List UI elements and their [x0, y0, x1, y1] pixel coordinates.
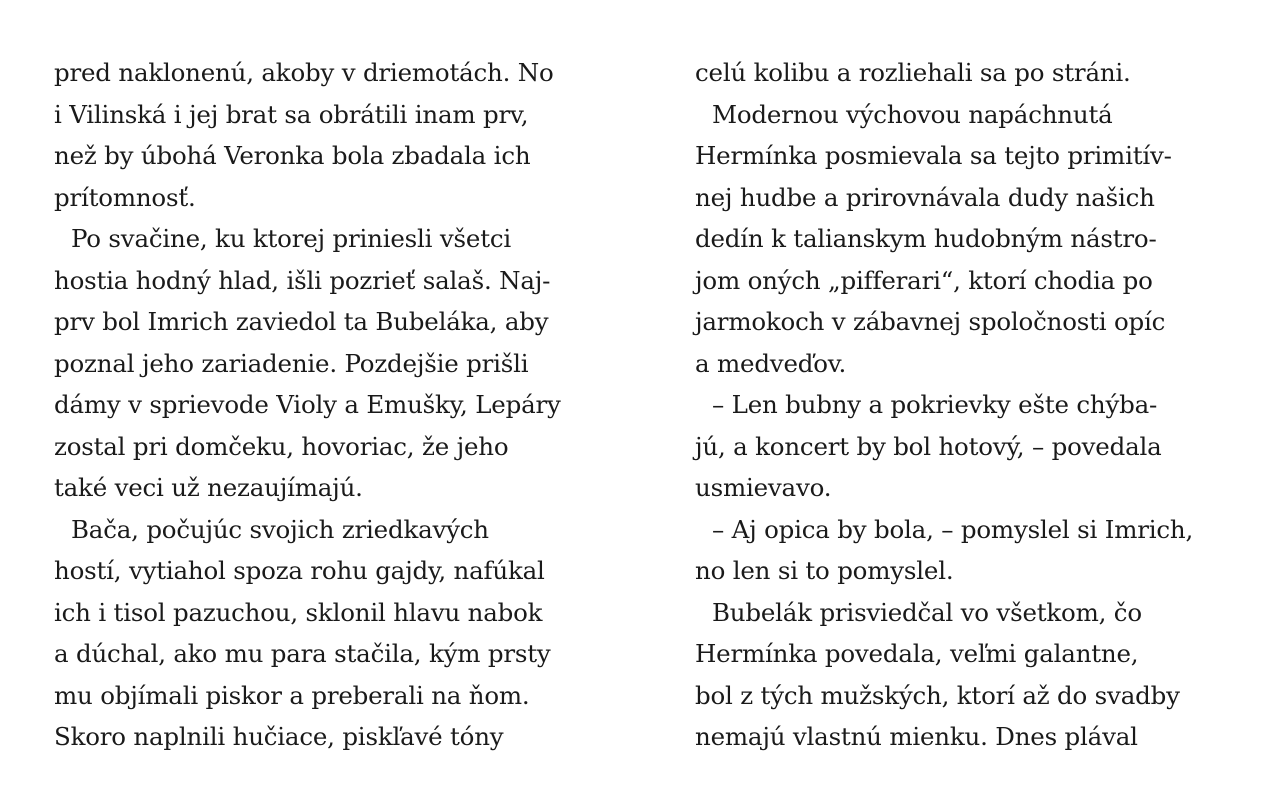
text-line: zostal pri domčeku, hovoriac, že jeho — [54, 431, 509, 461]
text-line: no len si to pomyslel. — [695, 556, 954, 585]
text-line: prítomnosť. — [54, 182, 196, 212]
text-line: hostí, vytiahol spoza rohu gajdy, nafúkal — [54, 556, 545, 585]
text-line: hostia hodný hlad, išli pozrieť salaš. Naj- — [54, 265, 551, 295]
text-line: jarmokoch v zábavnej spoločnosti opíc — [695, 307, 1166, 336]
left-text-column — [54, 52, 614, 758]
text-line: Modernou výchovou napáchnutá — [712, 99, 1113, 129]
text-line: dedín k talianskym hudobným nástro- — [695, 224, 1157, 253]
text-line: Hermínka povedala, veľmi galantne, — [695, 639, 1139, 668]
text-line: dámy v sprievode Violy a Emušky, Lepáry — [54, 390, 561, 419]
text-line: poznal jeho zariadenie. Pozdejšie prišli — [54, 348, 529, 378]
text-line: celú kolibu a rozliehali sa po stráni. — [695, 58, 1131, 87]
text-line: mu objímali piskor a preberali na ňom. — [54, 680, 530, 710]
text-line: – Aj opica by bola, – pomyslel si Imrich, — [712, 514, 1194, 544]
text-line: ich i tisol pazuchou, sklonil hlavu nabok — [54, 597, 543, 627]
text-line: i Vilinská i jej brat sa obrátili inam prv, — [54, 99, 529, 129]
text-line: prv bol Imrich zaviedol ta Bubeláka, aby — [54, 307, 549, 336]
text-line: nemajú vlastnú mienku. Dnes plával — [695, 722, 1138, 751]
text-line: a medveďov. — [695, 348, 847, 378]
text-line: Po svačine, ku ktorej priniesli všetci — [71, 224, 512, 253]
text-line: Hermínka posmievala sa tejto primitív- — [695, 141, 1172, 170]
text-line: Skoro naplnili hučiace, piskľavé tóny — [54, 722, 504, 751]
text-line: pred naklonenú, akoby v driemotách. No — [54, 58, 554, 87]
text-line: Bača, počujúc svojich zriedkavých — [71, 514, 489, 544]
text-line: – Len bubny a pokrievky ešte chýba- — [712, 390, 1158, 419]
text-line: také veci už nezaujímajú. — [54, 473, 363, 502]
text-line: než by úbohá Veronka bola zbadala ich — [54, 141, 531, 170]
text-line: bol z tých mužských, ktorí až do svadby — [695, 680, 1180, 710]
text-line: jú, a koncert by bol hotový, – povedala — [695, 431, 1162, 461]
text-line: jom oných „pifferari“, ktorí chodia po — [695, 265, 1153, 295]
text-line: usmievavo. — [695, 473, 832, 502]
text-line: Bubelák prisviedčal vo všetkom, čo — [712, 597, 1142, 627]
text-line: a dúchal, ako mu para stačila, kým prsty — [54, 639, 551, 668]
right-text-column — [695, 52, 1255, 758]
text-line: nej hudbe a prirovnávala dudy našich — [695, 182, 1155, 212]
